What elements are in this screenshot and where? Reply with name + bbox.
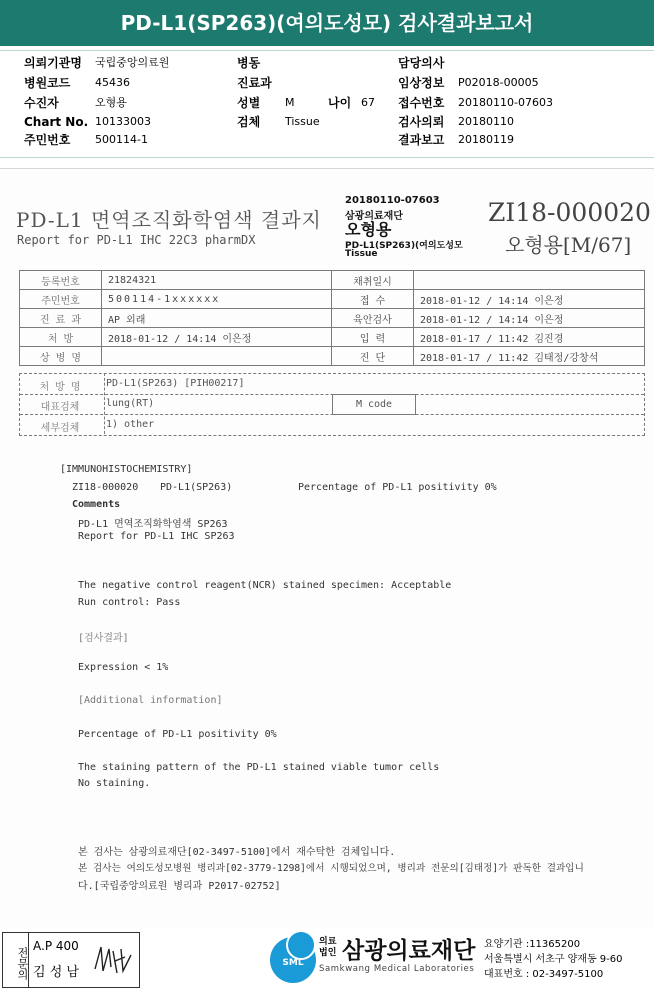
report-title: PD-L1(SP263)(여의도성모) 검사결과보고서: [120, 11, 534, 35]
report-title-kr: PD-L1 면역조직화학염색 결과지: [16, 208, 322, 232]
result-id: ZI18-000020: [72, 482, 139, 493]
org-name: 삼광의료재단: [342, 938, 476, 964]
row-value: 2018-01-12 / 14:14 이은정: [414, 290, 645, 309]
comment-line: PD-L1 면역조직화학염색 SP263: [78, 519, 228, 530]
row-value: AP 외래: [102, 309, 332, 328]
request-label: 검사의뢰: [398, 115, 445, 129]
rrn-label: 주민번호: [24, 133, 71, 147]
sex-value: M: [285, 96, 295, 109]
note-line: 본 검사는 삼광의료재단[02-3497-5100]에서 재수탁한 검체입니다.: [78, 847, 396, 858]
section-ihc: [IMMUNOHISTOCHEMISTRY]: [60, 464, 193, 475]
row-key: 대표검체: [40, 402, 80, 413]
row-key: 입 력: [332, 328, 414, 347]
row-value: [414, 271, 645, 290]
row-value: [102, 347, 332, 366]
prescription-box: [19, 373, 645, 436]
box-divider: [104, 373, 106, 434]
result-marker: PD-L1(SP263): [160, 482, 233, 493]
row-key: 접 수: [332, 290, 414, 309]
row-key: 육안검사: [332, 309, 414, 328]
row-value: 1) other: [106, 419, 155, 430]
specimen-label: 검체: [237, 115, 261, 129]
row-key: 처 방: [20, 328, 102, 347]
hospital-code-label: 병원코드: [24, 76, 71, 90]
sml-logo-text: SML: [282, 958, 304, 968]
clinical-label: 임상정보: [398, 76, 445, 90]
row-key: 주민번호: [20, 290, 102, 309]
patient-value: 오형용: [95, 96, 127, 109]
institution-label: 의뢰기관명: [24, 56, 82, 70]
row-value: 500114-1xxxxxx: [102, 290, 332, 309]
table-row: [20, 347, 645, 366]
row-value: 2018-01-17 / 11:42 김진경: [414, 328, 645, 347]
rep-specimen-row: [20, 394, 644, 415]
org-name-en: Samkwang Medical Laboratories: [319, 964, 475, 974]
prescription-row: [20, 374, 644, 395]
dept-label: 진료과: [237, 76, 272, 90]
table-row: [20, 271, 645, 290]
rrn-value: 500114-1: [95, 133, 148, 146]
no-staining-line: No staining.: [78, 778, 151, 789]
accession-number: ZI18-000020: [488, 198, 651, 227]
doctor-label: 담당의사: [398, 56, 445, 70]
row-key: 세부검체: [40, 423, 80, 434]
sex-label: 성별: [237, 96, 261, 110]
positivity-line: Percentage of PD-L1 positivity 0%: [78, 729, 277, 740]
signature-scribble: [91, 941, 135, 979]
chart-no-value: 10133003: [95, 115, 151, 128]
corp-label-line: 의료: [319, 937, 337, 947]
row-key: 처 방 명: [39, 382, 81, 393]
corp-label-line: 법인: [319, 948, 337, 958]
result-header: [검사결과]: [78, 633, 129, 644]
patient-label: 수진자: [24, 96, 59, 110]
row-value: 2018-01-12 / 14:14 이은정: [414, 309, 645, 328]
report-title-en: Report for PD-L1 IHC 22C3 pharmDX: [17, 233, 256, 247]
clinical-value: P02018-00005: [458, 76, 539, 89]
row-key: 진 단: [332, 347, 414, 366]
label-org: 삼광의료재단: [345, 211, 403, 222]
mcode-label: M code: [332, 394, 416, 415]
age-value: 67: [361, 96, 375, 109]
pattern-line: The staining pattern of the PD-L1 stained viable tumor cells: [78, 762, 440, 773]
ward-label: 병동: [237, 56, 261, 70]
specialist-label: 전문의: [3, 933, 29, 987]
row-value: PD-L1(SP263) [PIH00217]: [106, 378, 245, 389]
specialist-name: 김 성 남: [33, 965, 79, 980]
registry-table: [19, 270, 645, 366]
report-date-label: 결과보고: [398, 133, 445, 147]
note-line: 다.[국립중앙의료원 병리과 P2017-02752]: [78, 881, 281, 892]
additional-header: [Additional information]: [78, 695, 223, 706]
comment-line: Report for PD-L1 IHC SP263: [78, 531, 235, 542]
org-code: 요양기관 :11365200: [484, 939, 581, 950]
label-specimen: Tissue: [345, 249, 378, 259]
label-patient: 오형용: [345, 220, 392, 239]
report-date-value: 20180119: [458, 133, 514, 146]
chart-no-label: Chart No.: [24, 115, 89, 129]
org-address: 서울특별시 서초구 양재동 9-60: [484, 954, 623, 965]
hospital-code-value: 45436: [95, 76, 130, 89]
ncr-line: The negative control reagent(NCR) stained specimen: Acceptable: [78, 580, 452, 591]
org-phone: 대표번호 : 02-3497-5100: [484, 969, 604, 980]
table-row: [20, 290, 645, 309]
label-test: PD-L1(SP263)(여의도성모: [345, 241, 463, 251]
request-value: 20180110: [458, 115, 514, 128]
sml-logo-mark: [286, 930, 316, 960]
row-value: 2018-01-12 / 14:14 이은정: [102, 328, 332, 347]
row-value: lung(RT): [106, 398, 155, 409]
row-key: 상 병 명: [20, 347, 102, 366]
row-value: 2018-01-17 / 11:42 김태정/강창석: [414, 347, 645, 366]
row-key: 진 료 과: [20, 309, 102, 328]
receipt-label: 접수번호: [398, 96, 445, 110]
age-label: 나이: [328, 96, 352, 110]
label-receipt: 20180110-07603: [345, 195, 440, 206]
ap-number: A.P 400: [33, 939, 79, 953]
comments-label: Comments: [72, 499, 121, 510]
report-title-bar: [0, 0, 654, 46]
row-value: 21824321: [102, 271, 332, 290]
row-key: 채취일시: [332, 271, 414, 290]
result-summary: Percentage of PD-L1 positivity 0%: [298, 482, 497, 493]
detail-specimen-row: [20, 415, 644, 435]
specimen-value: Tissue: [285, 115, 320, 128]
expression-line: Expression < 1%: [78, 662, 169, 673]
corp-label: [319, 937, 336, 959]
receipt-value: 20180110-07603: [458, 96, 553, 109]
institution-value: 국립중앙의료원: [95, 56, 170, 69]
table-row: [20, 328, 645, 347]
table-row: [20, 309, 645, 328]
signature-box: [2, 932, 140, 988]
row-key: 등록번호: [20, 271, 102, 290]
note-line: 본 검사는 여의도성모병원 병리과[02-3779-1298]에서 시행되었으며, 병리과 전문의[김태정]가 판독한 결과입니: [78, 863, 584, 874]
run-control-line: Run control: Pass: [78, 597, 181, 608]
accession-patient: 오형용[M/67]: [505, 233, 632, 257]
